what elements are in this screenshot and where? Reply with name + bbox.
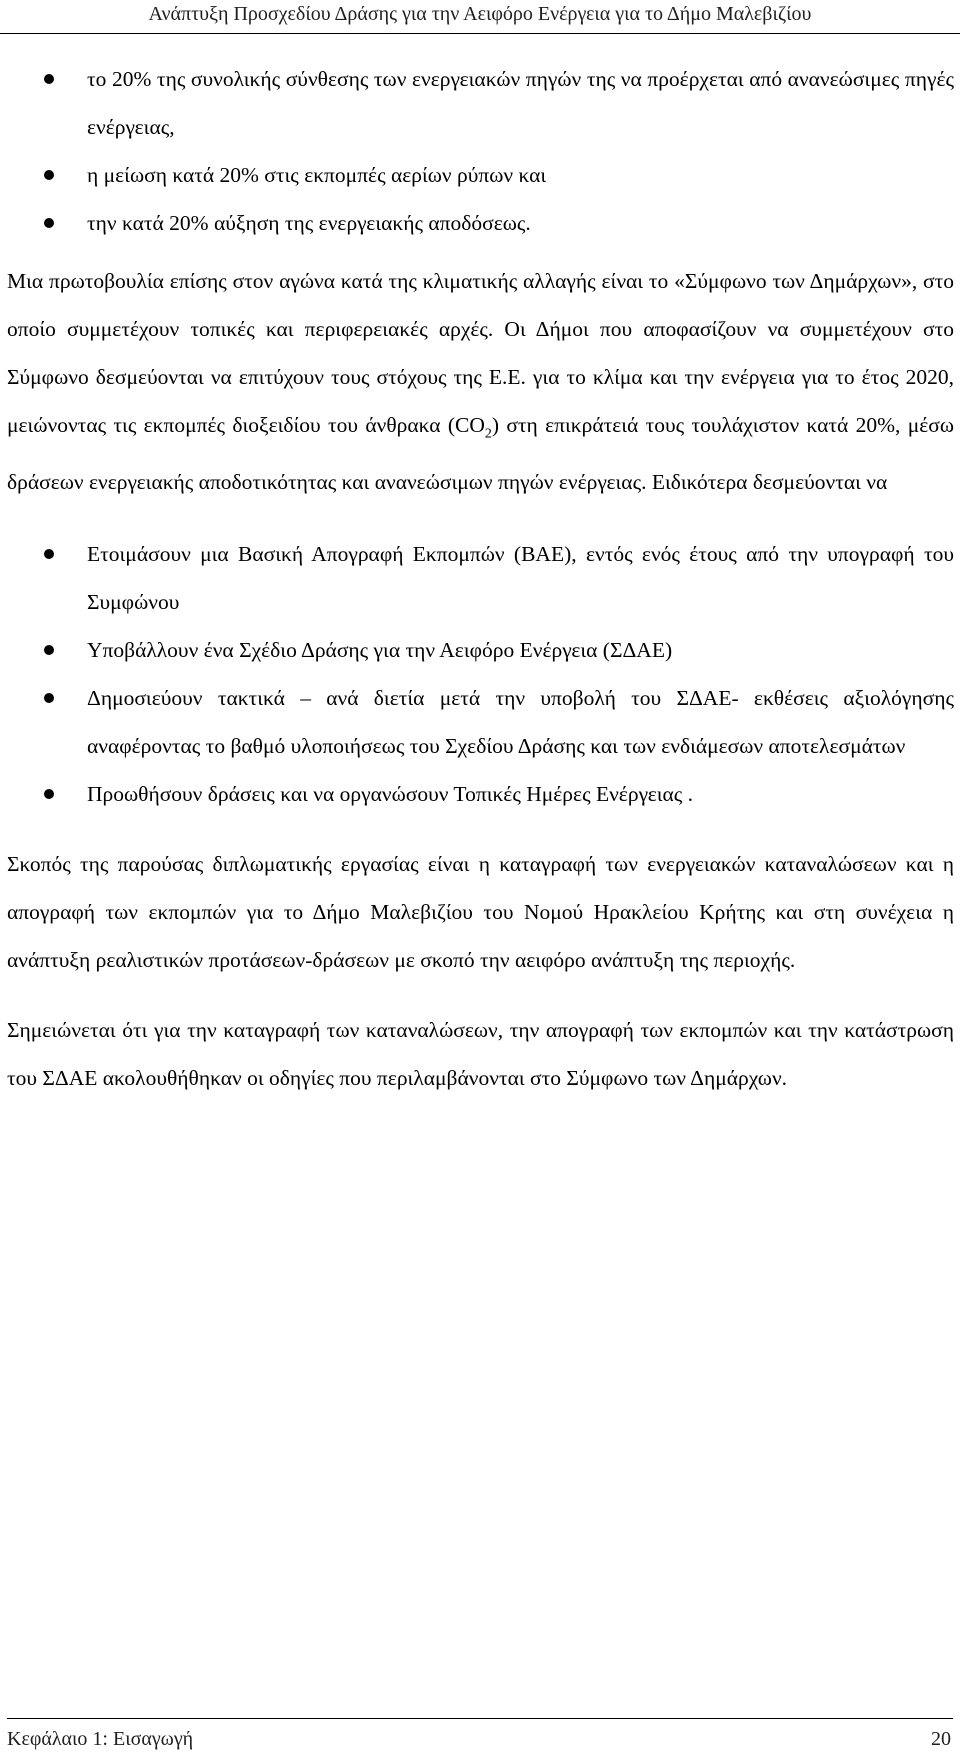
commitments-list	[7, 530, 954, 818]
chapter-label: Κεφάλαιο 1: Εισαγωγή	[7, 1728, 194, 1750]
methodology-paragraph: Σημειώνεται ότι για την καταγραφή των καταναλώσεων, την απογραφή των εκπομπών και την κατάστρωση του ΣΔΑΕ ακολουθήθηκαν οι οδηγίες που περιλαμβάνονται στο Σύμφωνο των Δημάρχων.	[7, 1018, 954, 1091]
list-item: Υποβάλλουν ένα Σχέδιο Δράσης για την Αειφόρο Ενέργεια (ΣΔΑΕ)	[7, 626, 954, 674]
list-item: την κατά 20% αύξηση της ενεργειακής αποδόσεως.	[7, 199, 954, 247]
page-number: 20	[931, 1728, 951, 1750]
covenant-paragraph	[7, 257, 954, 506]
running-header	[0, 0, 960, 34]
paragraph-text: ) στη επικράτειά τους τουλάχιστον κατά 20%, μέσω δράσεων ενεργειακής αποδοτικότητας και ανανεώσιμων πηγών ενέργειας. Ειδικότερα δεσμεύονται να	[7, 413, 954, 495]
subscript-text: 2	[484, 426, 492, 442]
list-item: Προωθήσουν δράσεις και να οργανώσουν Τοπικές Ημέρες Ενέργειας .	[7, 770, 954, 818]
list-item: Δημοσιεύουν τακτικά – ανά διετία μετά την υποβολή του ΣΔΑΕ- εκθέσεις αξιολόγησης αναφέροντας το βαθμό υλοποιήσεως του Σχεδίου Δράσης και των ενδιάμεσων αποτελεσμάτων	[7, 674, 954, 770]
header-title: Ανάπτυξη Προσχεδίου Δράσης για την Αειφόρο Ενέργεια για το Δήμο Μαλεβιζίου	[148, 3, 812, 25]
running-footer	[7, 1718, 953, 1753]
list-item: Ετοιμάσουν μια Βασική Απογραφή Εκπομπών (ΒΑΕ), εντός ενός έτους από την υπογραφή του Συμφώνου	[7, 530, 954, 626]
list-item: η μείωση κατά 20% στις εκπομπές αερίων ρύπων και	[7, 151, 954, 199]
page-body	[7, 55, 954, 1102]
goals-list	[7, 55, 954, 247]
paragraph-text: Μια πρωτοβουλία επίσης στον αγώνα κατά της κλιματικής αλλαγής είναι το «Σύμφωνο των Δημάρχων», στο οποίο συμμετέχουν τοπικές και περιφερειακές αρχές. Οι Δήμοι που αποφασίζουν να συμμετέχουν στο Σύμφωνο δεσμεύονται να επιτύχουν τους στόχους της Ε.Ε. για το κλίμα και την ενέργεια για το έτος 2020, μειώνοντας τις εκπομπές διοξειδίου του άνθρακα (CO	[7, 269, 954, 437]
list-item: το 20% της συνολικής σύνθεσης των ενεργειακών πηγών της να προέρχεται από ανανεώσιμες πηγές ενέργειας,	[7, 55, 954, 151]
purpose-paragraph: Σκοπός της παρούσας διπλωματικής εργασίας είναι η καταγραφή των ενεργειακών καταναλώσεων και η απογραφή των εκπομπών για το Δήμο Μαλεβιζίου του Νομού Ηρακλείου Κρήτης και στη συνέχεια η ανάπτυξη ρεαλιστικών προτάσεων-δράσεων με σκοπό την αειφόρο ανάπτυξη της περιοχής.	[7, 852, 954, 973]
